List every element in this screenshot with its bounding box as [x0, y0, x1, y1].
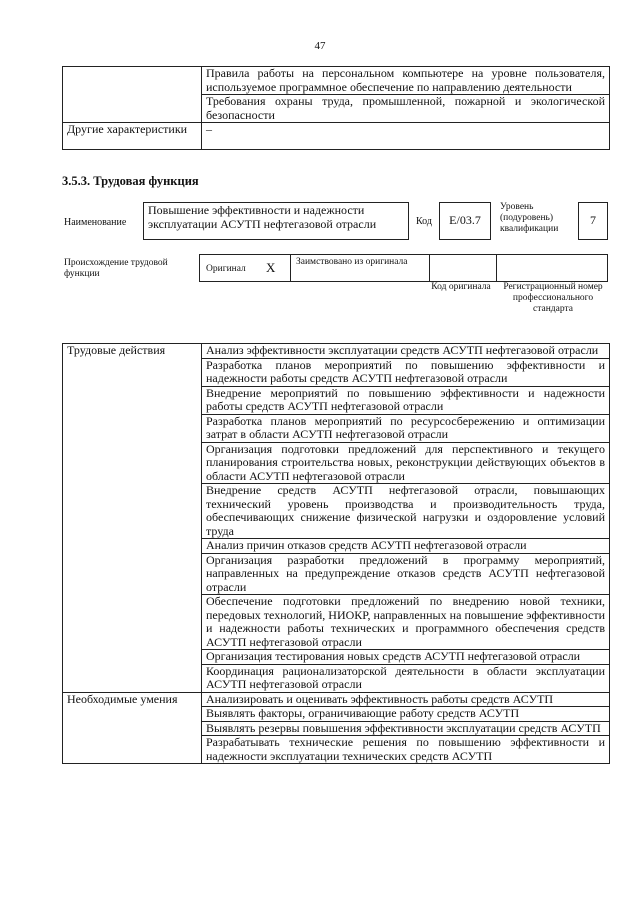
labor-action-item: Обеспечение подготовки предложений по внедрению новой техники, передовых технологий, НИОКР, направленных на повышение эффективности и надежности работы технических и программного обеспечения средств АСУТП нефтегазовой отрасли	[202, 595, 610, 650]
name-label: Наименование	[64, 217, 127, 228]
table-row	[63, 344, 610, 359]
origin-box	[199, 254, 608, 282]
labor-action-item: Разработка планов мероприятий по ресурсосбережению и оптимизации затрат в области АСУТП нефтегазовой отрасли	[202, 414, 610, 442]
page-number: 47	[314, 40, 326, 52]
borrowed-label: Заимствовано из оригинала	[296, 257, 408, 267]
required-skills-label: Необходимые умения	[63, 692, 202, 764]
skill-item: Разрабатывать технические решения по повышению эффективности и надежности эксплуатации технических средств АСУТП	[202, 736, 610, 764]
labor-function-table	[62, 343, 610, 764]
labor-action-item: Внедрение средств АСУТП нефтегазовой отрасли, повышающих технический уровень производства и производительность труда, обеспечивающих снижение физической нагрузки и оздоровление условий труда	[202, 484, 610, 539]
divider	[290, 255, 291, 281]
other-characteristics-value: –	[202, 123, 610, 150]
labor-action-item: Организация тестирования новых средств АСУТП нефтегазовой отрасли	[202, 650, 610, 665]
origin-label: Происхождение трудовой функции	[64, 258, 168, 279]
divider	[429, 255, 430, 281]
labor-action-item: Анализ эффективности эксплуатации средств АСУТП нефтегазовой отрасли	[202, 344, 610, 359]
divider	[496, 255, 497, 281]
skill-item: Анализировать и оценивать эффективность работы средств АСУТП	[202, 692, 610, 707]
original-mark: X	[266, 260, 276, 275]
labor-action-item: Организация разработки предложений в программу мероприятий, направленных на предупреждение отказов средств АСУТП нефтегазовой отрасли	[202, 553, 610, 595]
continuation-table	[62, 66, 610, 150]
labor-action-item: Внедрение мероприятий по повышению эффективности и надежности работы средств АСУТП нефтегазовой отрасли	[202, 386, 610, 414]
labor-action-item: Разработка планов мероприятий по повышению эффективности и надежности работы средств АСУТП нефтегазовой отрасли	[202, 358, 610, 386]
knowledge-item: Правила работы на персональном компьютере на уровне пользователя, используемое программное обеспечение по направлению деятельности	[202, 67, 610, 95]
skill-item: Выявлять факторы, ограничивающие работу средств АСУТП	[202, 707, 610, 722]
registration-number-label: Регистрационный номер профессионального стандарта	[503, 282, 603, 314]
table-row	[63, 67, 610, 95]
original-label: Оригинал	[206, 264, 246, 274]
labor-action-item: Анализ причин отказов средств АСУТП нефтегазовой отрасли	[202, 539, 610, 554]
section-title: 3.5.3. Трудовая функция	[62, 174, 199, 188]
labor-action-item: Организация подготовки предложений для перспективного и текущего планирования строительства новых, реконструкции действующих объектов в области АСУТП нефтегазовой отрасли	[202, 442, 610, 484]
function-name: Повышение эффективности и надежности эксплуатации АСУТП нефтегазовой отрасли	[143, 202, 409, 240]
function-code: E/03.7	[439, 202, 491, 240]
level-label: Уровень (подуровень) квалификации	[500, 202, 559, 234]
knowledge-item: Требования охраны труда, промышленной, пожарной и экологической безопасности	[202, 95, 610, 123]
row-label-other: Другие характеристики	[63, 123, 202, 150]
code-original-label: Код оригинала	[431, 282, 491, 292]
skill-item: Выявлять резервы повышения эффективности эксплуатации средств АСУТП	[202, 721, 610, 736]
qualification-level: 7	[578, 202, 608, 240]
table-row	[63, 123, 610, 150]
labor-actions-label: Трудовые действия	[63, 344, 202, 693]
code-label: Код	[416, 216, 432, 227]
row-label	[63, 67, 202, 123]
table-row	[63, 692, 610, 707]
labor-action-item: Координация рационализаторской деятельности в области эксплуатации АСУТП нефтегазовой отрасли	[202, 664, 610, 692]
